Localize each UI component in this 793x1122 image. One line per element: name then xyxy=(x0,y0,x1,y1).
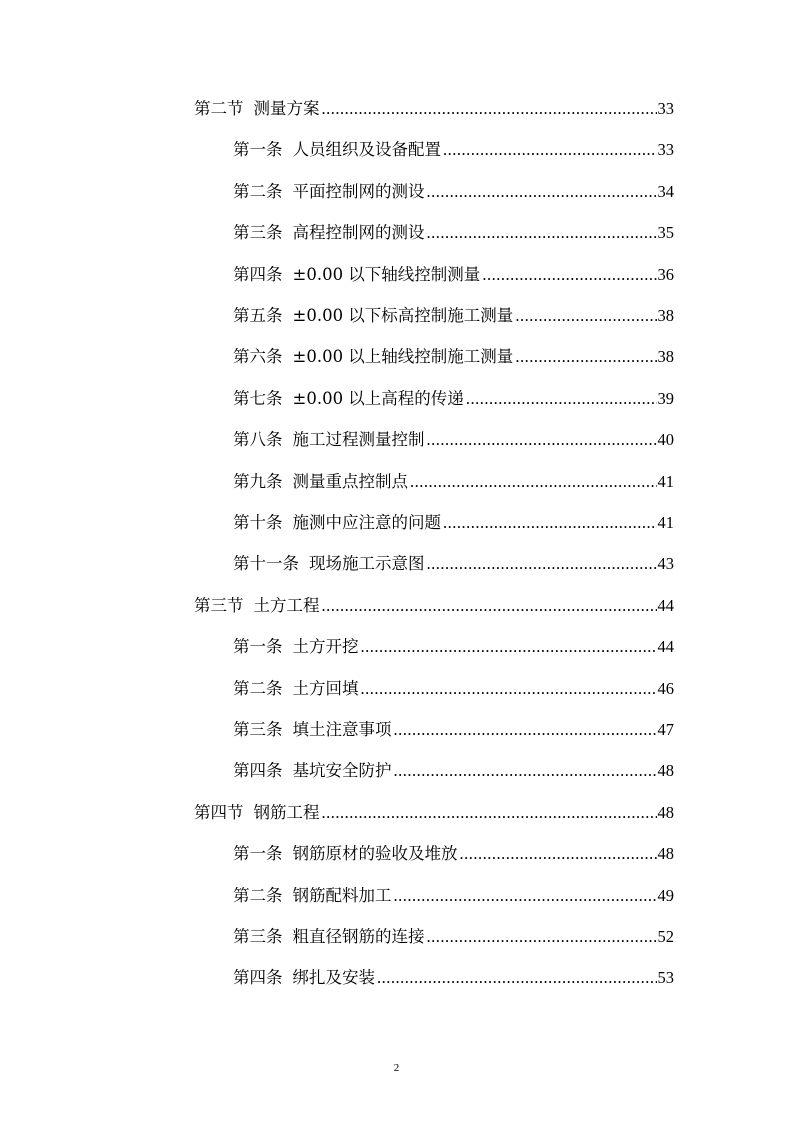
toc-entry-page: 35 xyxy=(657,223,674,243)
toc-entry-page: 52 xyxy=(657,927,674,946)
toc-entry-page: 46 xyxy=(657,678,674,698)
toc-entry-title: 施工过程测量控制 xyxy=(292,430,425,450)
toc-article-entry[interactable] xyxy=(233,884,674,908)
toc-entry-number: 第三条 xyxy=(233,223,283,243)
toc-entry-page: 38 xyxy=(657,306,674,325)
toc-article-entry[interactable] xyxy=(233,345,674,369)
toc-entry-number: 第四条 xyxy=(233,968,283,988)
toc-entry-title: ±0.00 以上高程的传递 xyxy=(292,388,464,408)
toc-dot-leader xyxy=(427,180,657,204)
toc-entry-number: 第二条 xyxy=(233,885,283,905)
toc-entry-page: 41 xyxy=(657,513,674,532)
toc-entry-number: 第十一条 xyxy=(233,554,299,574)
toc-dot-leader xyxy=(515,345,656,369)
toc-entry-title: 钢筋工程 xyxy=(253,802,320,822)
toc-dot-leader xyxy=(322,801,657,825)
toc-article-entry[interactable] xyxy=(233,842,674,866)
toc-article-entry[interactable] xyxy=(233,221,674,245)
toc-dot-leader xyxy=(443,138,657,162)
toc-entry-number: 第六条 xyxy=(233,347,283,367)
toc-entry-number: 第三条 xyxy=(233,720,283,739)
toc-entry-title: 测量重点控制点 xyxy=(292,471,408,491)
toc-entry-title: ±0.00 以上轴线控制施工测量 xyxy=(292,347,514,367)
toc-entry-title: 填土注意事项 xyxy=(292,720,392,739)
toc-dot-leader xyxy=(515,304,656,328)
toc-entry-title: 现场施工示意图 xyxy=(309,554,425,574)
toc-entry-page: 33 xyxy=(657,99,674,118)
toc-entry-title: 钢筋原材的验收及堆放 xyxy=(292,844,458,864)
toc-entry-title: 土方回填 xyxy=(292,678,359,698)
toc-entry-number: 第四节 xyxy=(194,802,244,822)
toc-entry-page: 33 xyxy=(657,140,674,160)
toc-dot-leader xyxy=(427,428,657,452)
toc-entry-title: 绑扎及安装 xyxy=(292,968,375,988)
toc-entry-title: 钢筋配料加工 xyxy=(292,885,392,905)
toc-entry-page: 41 xyxy=(657,471,674,491)
toc-article-entry[interactable] xyxy=(233,428,674,452)
toc-entry-number: 第三条 xyxy=(233,927,283,946)
toc-entry-number: 第七条 xyxy=(233,388,283,408)
toc-entry-page: 48 xyxy=(657,844,674,864)
toc-dot-leader xyxy=(460,842,657,866)
toc-entry-page: 36 xyxy=(657,264,674,284)
toc-entry-title: 人员组织及设备配置 xyxy=(292,140,441,160)
toc-article-entry[interactable] xyxy=(233,759,674,783)
toc-dot-leader xyxy=(361,677,657,701)
toc-dot-leader xyxy=(322,594,657,618)
toc-dot-leader xyxy=(394,884,657,908)
toc-dot-leader xyxy=(427,221,657,245)
toc-entry-page: 48 xyxy=(657,761,674,781)
toc-entry-number: 第一条 xyxy=(233,844,283,864)
toc-entry-page: 53 xyxy=(657,968,674,988)
toc-article-entry[interactable] xyxy=(233,718,674,742)
toc-entry-number: 第三节 xyxy=(194,595,244,615)
toc-article-entry[interactable] xyxy=(233,511,674,535)
toc-article-entry[interactable] xyxy=(233,304,674,328)
toc-section-entry[interactable] xyxy=(194,97,674,121)
toc-entry-number: 第一条 xyxy=(233,637,283,657)
toc-article-entry[interactable] xyxy=(233,470,674,494)
toc-dot-leader xyxy=(377,966,657,990)
toc-article-entry[interactable] xyxy=(233,635,674,659)
toc-entry-title: 粗直径钢筋的连接 xyxy=(292,927,425,946)
toc-dot-leader xyxy=(394,718,657,742)
toc-article-entry[interactable] xyxy=(233,552,674,576)
toc-entry-title: 土方工程 xyxy=(253,595,320,615)
toc-dot-leader xyxy=(443,511,657,535)
toc-article-entry[interactable] xyxy=(233,263,674,287)
toc-article-entry[interactable] xyxy=(233,180,674,204)
toc-entry-title: 基坑安全防护 xyxy=(292,761,392,781)
toc-entry-page: 48 xyxy=(657,802,674,822)
toc-entry-page: 47 xyxy=(657,720,674,739)
toc-entry-page: 49 xyxy=(657,885,674,905)
toc-article-entry[interactable] xyxy=(233,925,674,949)
toc-article-entry[interactable] xyxy=(233,138,674,162)
toc-dot-leader xyxy=(410,470,657,494)
toc-entry-title: ±0.00 以下标高控制施工测量 xyxy=(292,306,514,325)
toc-section-entry[interactable] xyxy=(194,594,674,618)
toc-entry-title: 施测中应注意的问题 xyxy=(292,513,441,532)
toc-article-entry[interactable] xyxy=(233,677,674,701)
toc-entry-number: 第二条 xyxy=(233,181,283,201)
toc-entry-number: 第二条 xyxy=(233,678,283,698)
toc-entry-number: 第十条 xyxy=(233,513,283,532)
toc-entry-title: 平面控制网的测设 xyxy=(292,181,425,201)
toc-entry-page: 44 xyxy=(657,595,674,615)
toc-dot-leader xyxy=(482,263,656,287)
toc-dot-leader xyxy=(361,635,657,659)
toc-entry-number: 第四条 xyxy=(233,761,283,781)
toc-entry-title: 土方开挖 xyxy=(292,637,359,657)
toc-entry-number: 第二节 xyxy=(194,99,244,118)
toc-dot-leader xyxy=(394,759,657,783)
toc-entry-number: 第一条 xyxy=(233,140,283,160)
toc-entry-title: 测量方案 xyxy=(253,99,320,118)
page-number: 2 xyxy=(393,1062,400,1074)
toc-entry-title: ±0.00 以下轴线控制测量 xyxy=(292,264,481,284)
toc-entry-page: 34 xyxy=(657,181,674,201)
toc-dot-leader xyxy=(466,387,657,411)
toc-entry-page: 43 xyxy=(657,554,674,574)
toc-dot-leader xyxy=(427,925,657,949)
toc-dot-leader xyxy=(322,97,657,121)
toc-dot-leader xyxy=(427,552,657,576)
toc-entry-number: 第九条 xyxy=(233,471,283,491)
toc-article-entry[interactable] xyxy=(233,387,674,411)
toc-entry-page: 44 xyxy=(657,637,674,657)
toc-entry-number: 第五条 xyxy=(233,306,283,325)
toc-entry-title: 高程控制网的测设 xyxy=(292,223,425,243)
toc-entry-page: 39 xyxy=(657,388,674,408)
toc-entry-number: 第八条 xyxy=(233,430,283,450)
toc-entry-page: 40 xyxy=(657,430,674,450)
toc-entry-page: 38 xyxy=(657,347,674,367)
toc-entry-number: 第四条 xyxy=(233,264,283,284)
toc-section-entry[interactable] xyxy=(194,801,674,825)
toc-article-entry[interactable] xyxy=(233,966,674,990)
